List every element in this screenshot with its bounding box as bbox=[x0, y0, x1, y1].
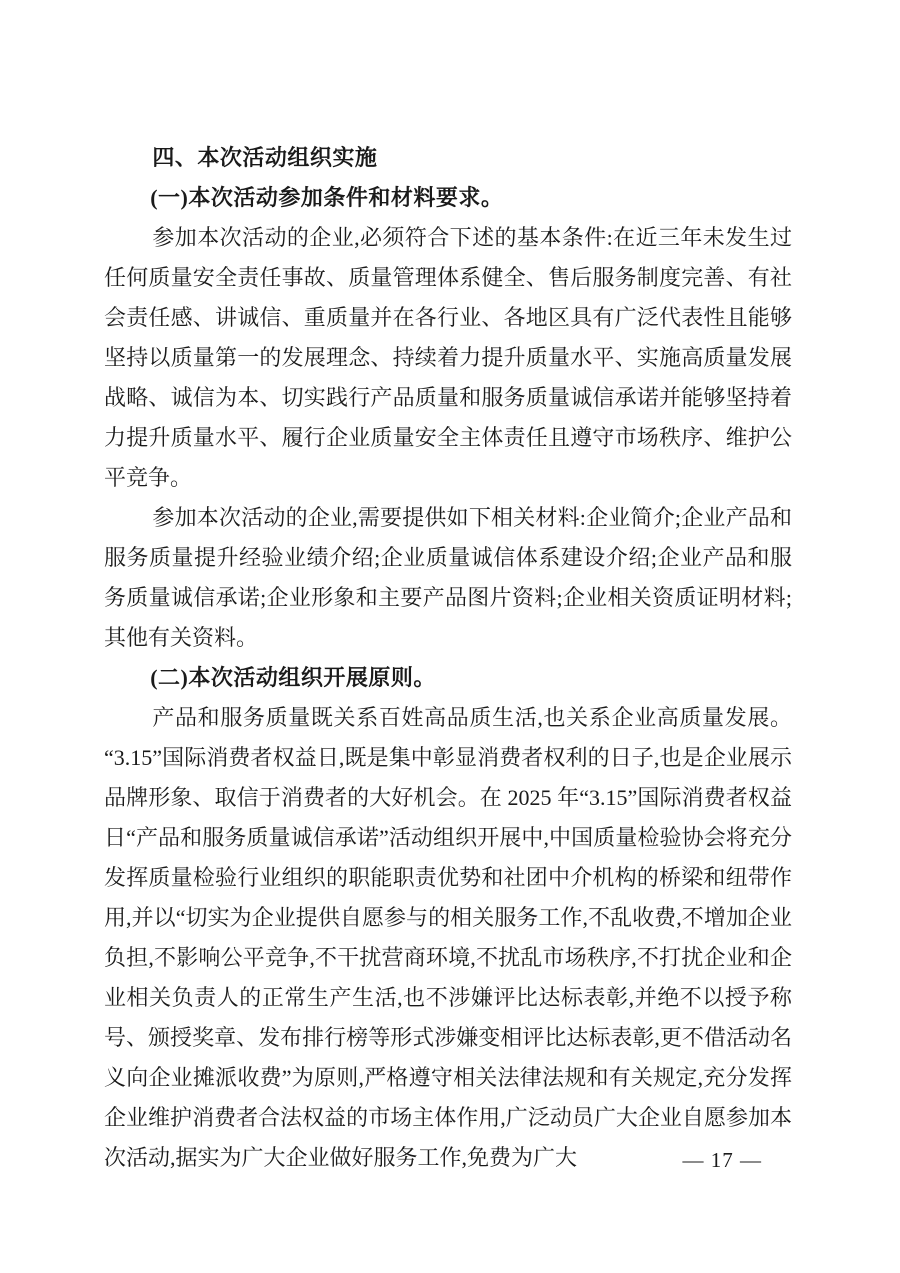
document-body bbox=[104, 138, 792, 1178]
subsection-2-heading: (二)本次活动组织开展原则。 bbox=[150, 665, 436, 690]
subsection-1-heading: (一)本次活动参加条件和材料要求。 bbox=[150, 185, 504, 210]
paragraph-required-materials: 参加本次活动的企业,需要提供如下相关材料:企业简介;企业产品和服务质量提升经验业绩介绍;企业质量诚信体系建设介绍;企业产品和服务质量诚信承诺;企业形象和主要产品图片资料;企业相关资质证明材料;其他有关资料。 bbox=[104, 505, 792, 650]
paragraph-participation-conditions: 参加本次活动的企业,必须符合下述的基本条件:在近三年未发生过任何质量安全责任事故、质量管理体系健全、售后服务制度完善、有社会责任感、讲诚信、重质量并在各行业、各地区具有广泛代表性且能够坚持以质量第一的发展理念、持续着力提升质量水平、实施高质量发展战略、诚信为本、切实践行产品质量和服务质量诚信承诺并能够坚持着力提升质量水平、履行企业质量安全主体责任且遵守市场秩序、维护公平竞争。 bbox=[104, 225, 792, 490]
paragraph-organizing-principles: 产品和服务质量既关系百姓高品质生活,也关系企业高质量发展。“3.15”国际消费者权益日,既是集中彰显消费者权利的日子,也是企业展示品牌形象、取信于消费者的大好机会。在 2025 年“3.15”国际消费者权益日“产品和服务质量诚信承诺”活动组织开展中,中国质量检验协会将充分发挥质量检验行业组织的职能职责优势和社团中介机构的桥梁和纽带作用,并以“切实为企业提供自愿参与的相关服务工作,不乱收费,不增加企业负担,不影响公平竞争,不干扰营商环境,不扰乱市场秩序,不打扰企业和企业相关负责人的正常生产生活,也不涉嫌评比达标表彰,并绝不以授予称号、颁授奖章、发布排行榜等形式涉嫌变相评比达标表彰,更不借活动名义向企业摊派收费”为原则,严格遵守相关法律法规和有关规定,充分发挥企业维护消费者合法权益的市场主体作用,广泛动员广大企业自愿参加本次活动,据实为广大企业做好服务工作,免费为广大 bbox=[104, 705, 792, 1170]
section-heading: 四、本次活动组织实施 bbox=[152, 145, 378, 170]
page-number: — 17 — bbox=[682, 1148, 762, 1172]
